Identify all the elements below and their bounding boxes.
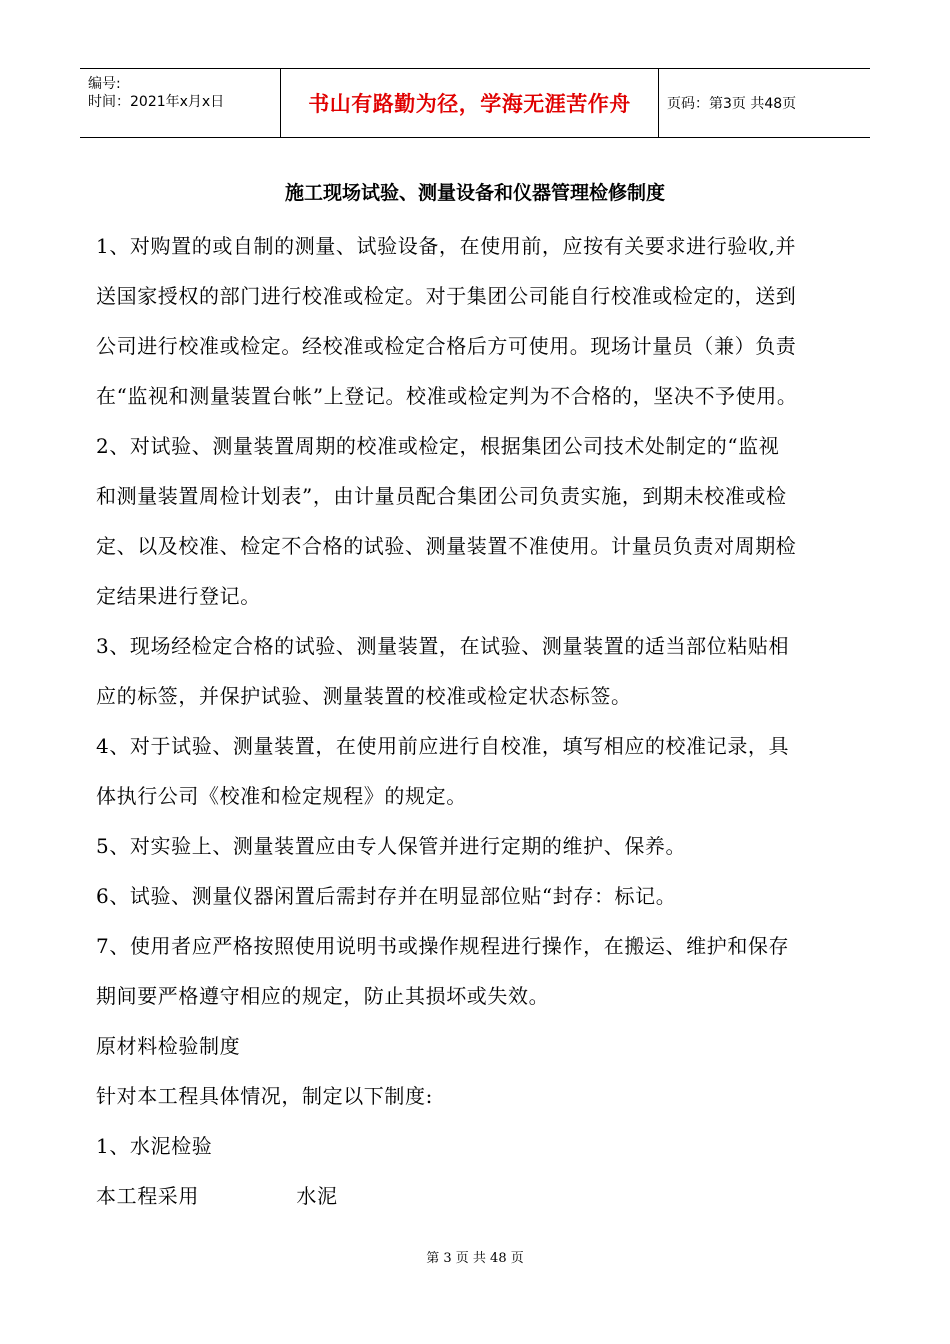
body-line: 1、对购置的或自制的测量、试验设备，在使用前，应按有关要求进行验收,并	[96, 234, 797, 258]
body-line: 和测量装置周检计划表”，由计量员配合集团公司负责实施，到期未校准或检	[96, 484, 787, 508]
body-line: 本工程采用 水泥	[96, 1184, 338, 1208]
number-label: 编号:	[88, 76, 121, 92]
body-line: 针对本工程具体情况，制定以下制度:	[96, 1084, 433, 1108]
header-table	[80, 68, 870, 138]
body-line: 定结果进行登记。	[96, 584, 261, 608]
header-meta-cell	[80, 69, 281, 137]
page-info: 页码：第3页 共48页	[667, 96, 797, 112]
body-line: 在“监视和测量装置台帐”上登记。校准或检定判为不合格的，坚决不予使用。	[96, 384, 798, 408]
body-line: 1、水泥检验	[96, 1134, 213, 1158]
motto: 书山有路勤为径，学海无涯苦作舟	[281, 69, 659, 137]
body-line: 2、对试验、测量装置周期的校准或检定，根据集团公司技术处制定的“监视	[96, 434, 780, 458]
body-line: 期间要严格遵守相应的规定，防止其损坏或失效。	[96, 984, 550, 1008]
body-line: 3、现场经检定合格的试验、测量装置，在试验、测量装置的适当部位粘贴相	[96, 634, 790, 658]
body-line: 送国家授权的部门进行校准或检定。对于集团公司能自行校准或检定的，送到	[96, 284, 797, 308]
section-heading: 原材料检验制度	[96, 1034, 241, 1058]
body-line: 应的标签，并保护试验、测量装置的校准或检定状态标签。	[96, 684, 632, 708]
time-label: 时间：2021年x月x日	[88, 94, 225, 110]
document-title: 施工现场试验、测量设备和仪器管理检修制度	[284, 182, 665, 204]
body-line: 7、使用者应严格按照使用说明书或操作规程进行操作，在搬运、维护和保存	[96, 934, 790, 958]
body-line: 定、以及校准、检定不合格的试验、测量装置不准使用。计量员负责对周期检	[96, 534, 797, 558]
body-line: 6、试验、测量仪器闲置后需封存并在明显部位贴“封存：标记。	[96, 884, 677, 908]
body-line: 5、对实验上、测量装置应由专人保管并进行定期的维护、保养。	[96, 834, 687, 858]
page-footer: 第 3 页 共 48 页	[426, 1251, 524, 1266]
body-line: 体执行公司《校准和检定规程》的规定。	[96, 784, 467, 808]
body-line: 公司进行校准或检定。经校准或检定合格后方可使用。现场计量员（兼）负责	[96, 334, 797, 358]
body-line: 4、对于试验、测量装置，在使用前应进行自校准，填写相应的校准记录，具	[96, 734, 790, 758]
